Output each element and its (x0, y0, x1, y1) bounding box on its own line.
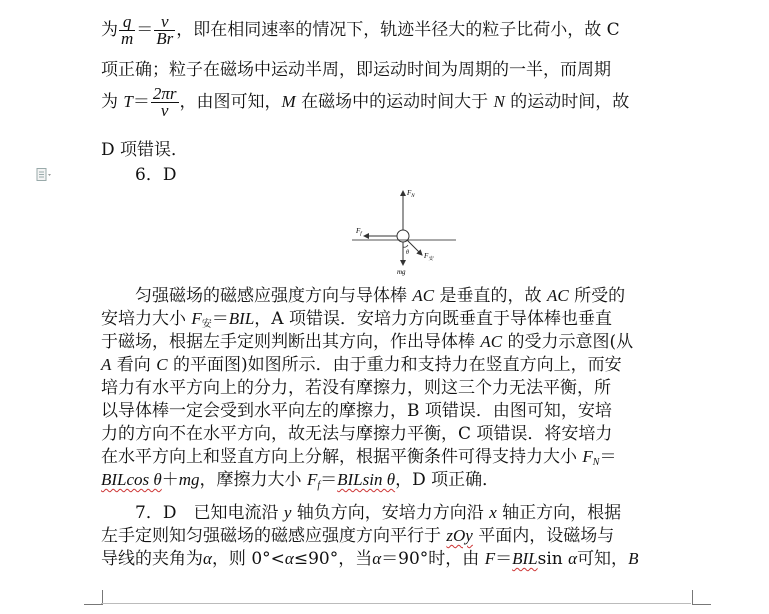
fraction-q-over-m (119, 14, 135, 47)
text: 的运动时间，故 (504, 92, 630, 112)
text: 于磁场，根据左手定则判断出其方向，作出导体棒 (101, 332, 481, 352)
text-line-3 (101, 86, 629, 119)
symbol-N: N (493, 92, 505, 111)
text: 匀强磁场的磁感应强度方向与导体棒 (135, 286, 413, 306)
text: 在水平方向上和竖直方向上分解，根据平衡条件可得支持力大小 (101, 447, 583, 467)
numerator: 2πr (152, 84, 177, 103)
subscript: 安 (201, 319, 212, 330)
symbol-F: F (191, 309, 202, 328)
denominator: Br (156, 29, 174, 48)
page-corner-mark-right (692, 590, 711, 605)
text: ，D 项正确． (395, 470, 500, 490)
text: ＝ (599, 447, 617, 467)
symbol-T: T (123, 92, 133, 111)
text-line-16 (101, 525, 614, 547)
text: ，即在相同速率的情况下，轨迹半径大的粒子比荷小，故 C (176, 20, 620, 40)
text: ＋ (161, 470, 179, 490)
symbol-x: x (489, 503, 497, 522)
label-theta: θ (406, 250, 409, 256)
fraction-v-over-br (154, 14, 175, 47)
text: ＝90°时，由 (381, 549, 485, 569)
text-line-15 (135, 502, 621, 524)
text-line-14 (101, 469, 499, 497)
formula-bilsin: BILsin θ (337, 470, 396, 489)
text: 看向 (111, 355, 157, 375)
symbol-alpha: α (568, 549, 578, 568)
symbol-zoy: zOy (446, 526, 473, 545)
symbol-alpha: α (372, 549, 382, 568)
text: 为 (101, 20, 118, 40)
text: ＝ (320, 470, 338, 490)
subscript: f (317, 480, 321, 491)
page-edge (101, 603, 691, 604)
text: 所受的 (568, 286, 626, 306)
text-line-2: 项正确；粒子在磁场中运动半周，即运动时间为周期的一半，而周期 (101, 60, 611, 80)
denominator: m (121, 29, 134, 48)
symbol-y: y (283, 503, 292, 522)
text-line-10: 培力有水平方向上的分力，若没有摩擦力，则这三个力无法平衡，所 (101, 378, 611, 398)
text: 轴正方向，根据 (496, 503, 622, 523)
text: 左手定则知匀强磁场的磁感应强度方向平行于 (101, 526, 447, 546)
text-line-12: 力的方向不在水平方向，故无法与摩擦力平衡，C 项错误．将安培力 (101, 424, 613, 444)
symbol-M: M (281, 92, 296, 111)
denominator: v (160, 101, 169, 120)
text: 平面内，设磁场与 (472, 526, 615, 546)
symbol-F: F (582, 447, 593, 466)
text-line-9 (101, 354, 622, 376)
text: ，A 项错误．安培力方向既垂直于导体棒也垂直 (254, 309, 612, 329)
text-line-1 (101, 14, 620, 47)
fraction-2pir-over-v (151, 86, 179, 119)
text: 7．D 已知电流沿 (135, 503, 284, 523)
text: 安培力大小 (101, 309, 192, 329)
symbol-B: B (628, 549, 639, 568)
text: sin (537, 549, 569, 569)
symbol-F: F (484, 549, 496, 568)
text: ，由图可知， (179, 92, 282, 112)
symbol-alpha: α (203, 549, 212, 568)
label-mg: mg (397, 268, 406, 276)
subscript: N (592, 457, 600, 468)
text: 的受力示意图(从 (502, 332, 634, 352)
text: 为 (101, 92, 124, 112)
symbol-a: A (101, 355, 112, 374)
symbol-alpha: α (284, 549, 294, 568)
force-diagram (350, 185, 460, 277)
symbol-ac: AC (412, 286, 435, 305)
label-ff: $F_f$ (356, 227, 362, 237)
text: ＝ (211, 309, 229, 329)
symbol-ac: AC (480, 332, 503, 351)
answer-6: 6．D (135, 165, 177, 185)
formula-bilcos: BILcos θ (101, 470, 162, 489)
text: 轴负方向，安培力方向沿 (291, 503, 490, 523)
chevron-down-icon (48, 174, 51, 176)
symbol-F: F (306, 470, 318, 489)
text: ＝ (495, 549, 513, 569)
document-icon[interactable] (36, 168, 52, 182)
text: 导线的夹角为 (101, 549, 203, 569)
symbol-c: C (156, 355, 168, 374)
text: ＝ (136, 20, 154, 40)
label-fn: $F_N$ (407, 189, 415, 199)
symbol-mg: mg (178, 470, 200, 489)
text: ，摩擦力大小 (199, 470, 307, 490)
symbol-bil: BIL (512, 549, 538, 568)
text-line-11: 以导体棒一定会受到水平向左的摩擦力，B 项错误．由图可知，安培 (101, 401, 612, 421)
text: ＝ (132, 92, 150, 112)
text-line-4: D 项错误． (101, 140, 189, 160)
label-fa: $F_安$ (424, 252, 434, 262)
text: ≤90°，当 (293, 549, 373, 569)
text: ，则 0°< (211, 549, 285, 569)
text-line-8 (101, 331, 633, 353)
text: 是垂直的，故 (434, 286, 547, 306)
text-line-6 (135, 285, 625, 307)
text: 可知， (577, 549, 629, 569)
ampere-force-arrow (407, 240, 422, 255)
angle-arc (403, 245, 408, 247)
text: 的平面图)如图所示．由于重力和支持力在竖直方向上，而安 (167, 355, 622, 375)
symbol-bil: BIL (228, 309, 255, 328)
text: 在磁场中的运动时间大于 (295, 92, 494, 112)
symbol-ac: AC (546, 286, 569, 305)
numerator: q (119, 14, 135, 31)
text-line-17 (101, 548, 638, 570)
numerator: v (154, 14, 175, 31)
